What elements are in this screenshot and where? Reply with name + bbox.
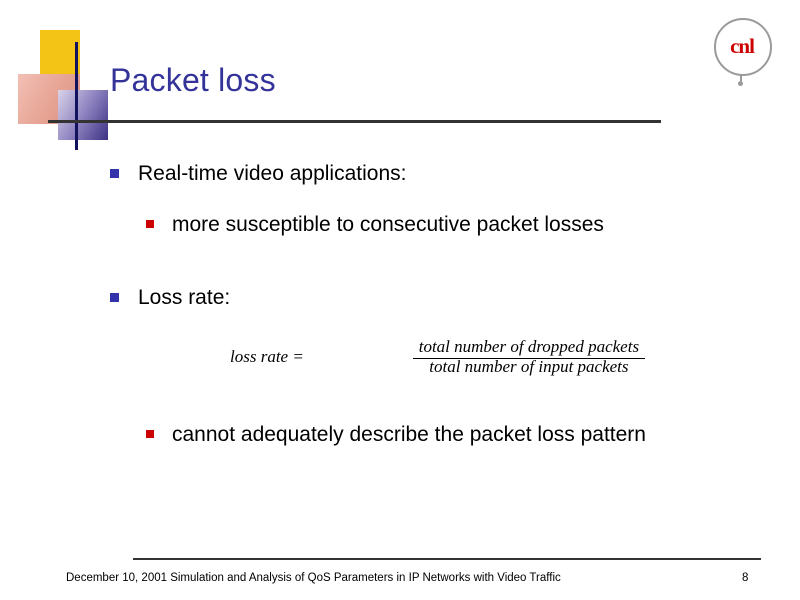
list-item	[108, 284, 748, 311]
list-item-label: more susceptible to consecutive packet losses	[172, 213, 604, 237]
page-number: 8	[742, 572, 749, 584]
spacer	[108, 315, 748, 337]
vertical-accent-line	[75, 42, 78, 150]
slide-body	[108, 160, 748, 449]
bullet-marker-icon	[110, 169, 119, 178]
logo-stem-icon	[740, 74, 742, 81]
list-item	[108, 421, 748, 449]
bullet-marker-icon	[110, 293, 119, 302]
list-item	[108, 160, 748, 187]
yellow-square-icon	[40, 30, 80, 74]
list-item	[108, 211, 748, 239]
page-title: Packet loss	[110, 62, 276, 98]
spacer	[108, 191, 748, 211]
bullet-marker-icon	[146, 430, 154, 438]
list-item-label: cannot adequately describe the packet loss pattern	[172, 422, 646, 446]
logo-dot-icon	[738, 81, 743, 86]
footer-divider	[133, 558, 761, 560]
footer-text: December 10, 2001 Simulation and Analysis of QoS Parameters in IP Networks with Video Traffic	[66, 572, 561, 584]
cnl-logo	[714, 18, 772, 76]
spacer	[108, 240, 748, 284]
formula-left-side: loss rate =	[230, 346, 304, 366]
loss-rate-formula	[108, 337, 748, 377]
formula-numerator: total number of dropped packets	[413, 337, 645, 359]
formula-denominator: total number of input packets	[429, 356, 629, 376]
spacer	[108, 377, 748, 421]
formula-fraction	[310, 337, 748, 377]
logo-text: cnl	[730, 33, 754, 58]
list-item-label: Loss rate:	[138, 285, 231, 309]
bullet-marker-icon	[146, 220, 154, 228]
list-item-label: Real-time video applications:	[138, 162, 407, 185]
blue-square-icon	[58, 90, 108, 140]
title-divider	[48, 120, 661, 123]
